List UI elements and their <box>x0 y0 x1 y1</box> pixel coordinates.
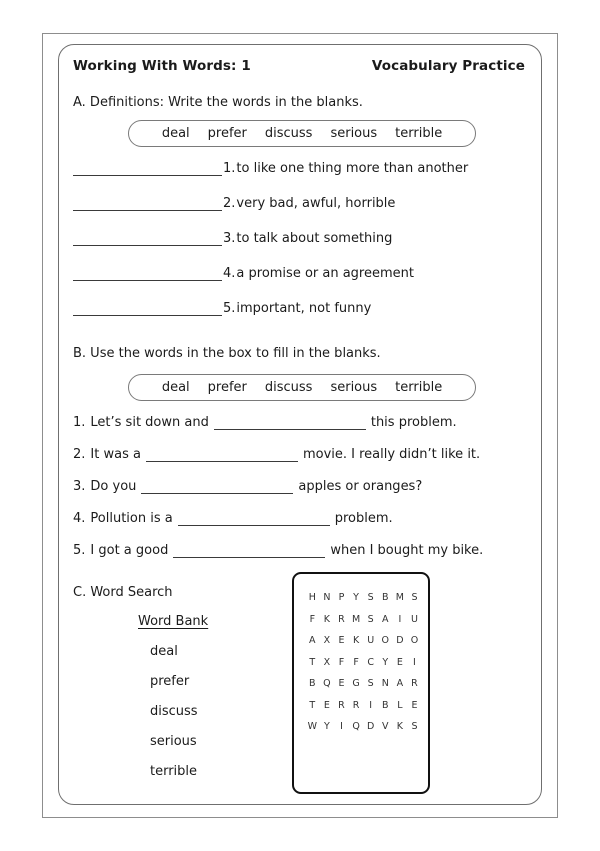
word-search-grid-cells <box>305 587 422 738</box>
word-search-cell: A <box>309 635 316 646</box>
definition-row <box>73 301 371 316</box>
sentence-pre: Do you <box>90 479 137 494</box>
word-search-cell: B <box>382 699 389 711</box>
sentence-number: 4. <box>73 511 86 526</box>
definition-number: 5. <box>223 301 236 316</box>
sentence-row <box>73 415 457 430</box>
word-search-cell: G <box>352 678 360 689</box>
definition-text: to like one thing more than another <box>236 161 469 176</box>
word-search-cell: I <box>369 699 373 711</box>
word-search-cell: I <box>340 721 343 732</box>
word-search-cell: N <box>381 678 389 689</box>
word-search-cell: E <box>396 656 403 668</box>
word-search-cell: A <box>396 678 404 689</box>
sentence-pre: It was a <box>90 447 141 462</box>
word-search-cell: S <box>367 678 374 689</box>
word-search-cell: H <box>308 592 316 603</box>
word-box-item: terrible <box>395 126 443 141</box>
word-search-cell: W <box>307 721 317 732</box>
word-search-cell: X <box>323 656 331 668</box>
word-box-item: serious <box>330 380 378 395</box>
answer-blank-5[interactable] <box>73 302 222 316</box>
word-search-cell: C <box>367 656 374 668</box>
sentence-post: apples or oranges? <box>298 479 423 494</box>
sentence-blank-1[interactable] <box>214 416 366 430</box>
definition-row <box>73 196 395 211</box>
word-search-cell: E <box>411 699 418 711</box>
word-search-cell: F <box>338 656 345 668</box>
worksheet-header <box>73 58 525 74</box>
sentence-pre: Pollution is a <box>90 511 173 526</box>
word-search-cell: R <box>352 699 360 711</box>
sentence-number: 3. <box>73 479 86 494</box>
word-box-item: deal <box>161 380 190 395</box>
word-search-cell: I <box>413 656 416 668</box>
definition-text: very bad, awful, horrible <box>236 196 396 211</box>
word-box-item: prefer <box>207 380 247 395</box>
word-search-cell: K <box>323 613 330 625</box>
word-search-cell: Y <box>382 656 389 668</box>
word-search-cell: E <box>338 678 345 689</box>
sentence-blank-3[interactable] <box>141 480 293 494</box>
word-search-cell: I <box>398 613 402 625</box>
definition-number: 2. <box>223 196 236 211</box>
sentence-blank-5[interactable] <box>173 544 325 558</box>
word-search-cell: A <box>382 613 389 625</box>
sentence-post: problem. <box>334 511 393 526</box>
word-box-item: discuss <box>264 380 313 395</box>
word-search-cell: R <box>338 699 345 711</box>
sentence-post: when I bought my bike. <box>330 543 484 558</box>
word-box-item: serious <box>330 126 378 141</box>
word-search-cell: U <box>367 635 375 646</box>
word-search-cell: M <box>351 613 361 625</box>
word-search-cell: S <box>411 721 418 732</box>
word-search-cell: D <box>396 635 404 646</box>
definition-text: to talk about something <box>236 231 393 246</box>
word-box-item: deal <box>161 126 190 141</box>
answer-blank-2[interactable] <box>73 197 222 211</box>
word-search-cell: Y <box>353 592 359 603</box>
sentence-number: 1. <box>73 415 86 430</box>
word-search-cell: S <box>367 592 374 603</box>
word-search-cell: O <box>381 635 389 646</box>
word-search-cell: T <box>309 699 316 711</box>
definition-number: 1. <box>223 161 236 176</box>
word-bank-item: deal <box>150 644 178 659</box>
definition-number: 3. <box>223 231 236 246</box>
word-search-grid[interactable] <box>292 572 430 794</box>
word-search-cell: O <box>410 635 419 646</box>
word-search-cell: Q <box>323 678 331 689</box>
word-search-cell: L <box>397 699 403 711</box>
sentence-blank-2[interactable] <box>146 448 298 462</box>
sentence-number: 5. <box>73 543 86 558</box>
sentence-blank-4[interactable] <box>178 512 330 526</box>
section-a-word-box <box>128 120 476 147</box>
word-search-cell: X <box>323 635 331 646</box>
word-box-item: prefer <box>207 126 247 141</box>
sentence-row <box>73 479 422 494</box>
section-b-word-box <box>128 374 476 401</box>
word-search-cell: T <box>309 656 316 668</box>
sentence-post: movie. I really didn’t like it. <box>302 447 481 462</box>
sentence-row <box>73 543 483 558</box>
sentence-number: 2. <box>73 447 86 462</box>
answer-blank-1[interactable] <box>73 162 222 176</box>
word-box-item: discuss <box>264 126 313 141</box>
word-search-cell: D <box>367 721 375 732</box>
word-bank-item: discuss <box>150 704 198 719</box>
word-search-cell: K <box>396 721 403 732</box>
word-search-cell: B <box>382 592 389 603</box>
word-search-cell: E <box>338 635 345 646</box>
definition-row <box>73 266 414 281</box>
word-search-cell: N <box>323 592 331 603</box>
word-search-cell: P <box>338 592 345 603</box>
word-search-cell: U <box>410 613 418 625</box>
section-a-label: A. Definitions: Write the words in the blanks. <box>73 95 363 110</box>
answer-blank-4[interactable] <box>73 267 222 281</box>
definition-number: 4. <box>223 266 236 281</box>
sentence-row <box>73 447 480 462</box>
sentence-post: this problem. <box>370 415 457 430</box>
word-search-cell: Y <box>323 721 330 732</box>
definition-row <box>73 231 392 246</box>
word-search-cell: S <box>367 613 374 625</box>
word-bank-item: serious <box>150 734 197 749</box>
definition-text: a promise or an agreement <box>236 266 414 281</box>
word-search-cell: Q <box>352 721 360 732</box>
sentence-pre: I got a good <box>90 543 169 558</box>
sentence-row <box>73 511 393 526</box>
word-search-cell: E <box>323 699 330 711</box>
section-c-label: C. Word Search <box>73 585 173 600</box>
word-search-cell: B <box>309 678 316 689</box>
page-title: Working With Words: 1 <box>73 58 251 74</box>
word-search-cell: R <box>411 678 418 689</box>
word-search-cell: F <box>309 613 316 625</box>
word-search-cell: S <box>411 592 418 603</box>
section-b-label: B. Use the words in the box to fill in the blanks. <box>73 346 381 361</box>
word-bank-item: prefer <box>150 674 190 689</box>
word-box-item: terrible <box>395 380 443 395</box>
page-subtitle: Vocabulary Practice <box>371 58 525 74</box>
sentence-pre: Let’s sit down and <box>90 415 209 430</box>
word-bank-title: Word Bank <box>138 614 209 629</box>
word-bank-item: terrible <box>150 764 198 779</box>
worksheet-content <box>73 44 528 805</box>
word-search-cell: V <box>382 721 389 732</box>
definition-text: important, not funny <box>236 301 372 316</box>
word-search-cell: F <box>353 656 359 668</box>
definition-row <box>73 161 468 176</box>
answer-blank-3[interactable] <box>73 232 222 246</box>
word-search-cell: K <box>352 635 360 646</box>
word-search-cell: R <box>338 613 345 625</box>
word-search-cell: M <box>395 592 404 603</box>
